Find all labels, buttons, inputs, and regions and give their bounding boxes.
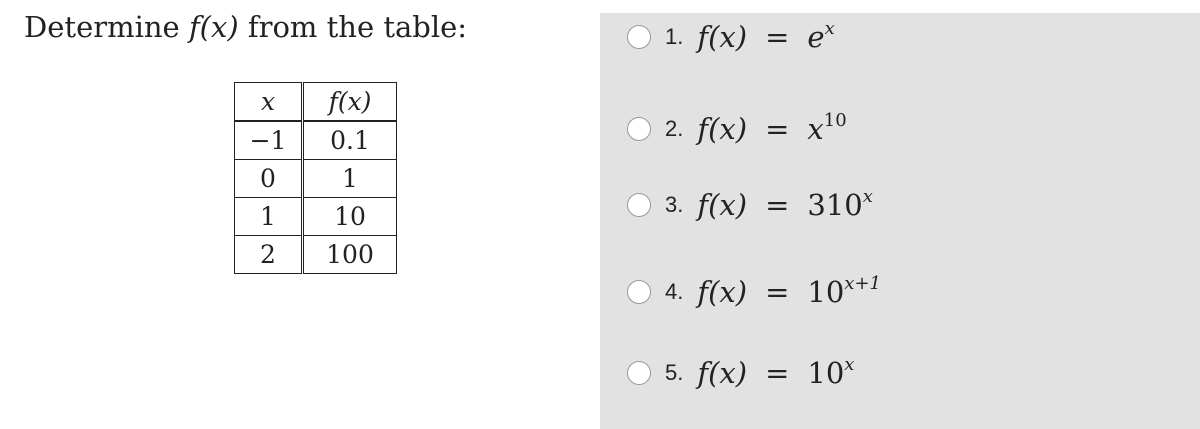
- table-cell-fx: 100: [303, 236, 397, 274]
- answer-option-1[interactable]: [627, 17, 835, 57]
- option-equals: =: [765, 356, 790, 390]
- option-rhs: [807, 356, 854, 390]
- answer-option-4[interactable]: [627, 272, 881, 312]
- table-cell-fx: 0.1: [303, 121, 397, 160]
- option-equals: =: [765, 112, 790, 146]
- radio-button-2[interactable]: [627, 117, 651, 141]
- radio-button-1[interactable]: [627, 25, 651, 49]
- table-cell-x: −1: [235, 121, 303, 160]
- radio-button-3[interactable]: [627, 193, 651, 217]
- option-exponent: 10: [823, 110, 847, 131]
- option-lhs: f(x): [697, 188, 748, 222]
- answer-option-3[interactable]: [627, 185, 873, 225]
- table-header-row: [235, 83, 397, 122]
- option-number: 2.: [665, 116, 684, 141]
- question-text: [24, 10, 467, 44]
- table-header-fx: f(x): [303, 83, 397, 122]
- question-lead: Determine: [24, 10, 180, 44]
- table-cell-x: 0: [235, 160, 303, 198]
- option-exponent: x: [862, 186, 873, 207]
- table-row: [235, 236, 397, 274]
- option-base: x: [807, 112, 824, 146]
- table-row: [235, 121, 397, 160]
- option-exponent: x: [824, 18, 835, 39]
- table-cell-fx: 1: [303, 160, 397, 198]
- option-base: 10: [807, 356, 845, 390]
- question-rest: from the table:: [247, 10, 468, 44]
- option-rhs: [807, 188, 873, 222]
- option-rhs: [807, 20, 834, 54]
- option-exponent: x+1: [844, 273, 881, 294]
- option-base: e: [807, 20, 825, 54]
- table-cell-fx: 10: [303, 198, 397, 236]
- option-number: 5.: [665, 360, 684, 385]
- answer-option-2[interactable]: [627, 109, 847, 149]
- table-row: [235, 198, 397, 236]
- answer-options-panel: [600, 13, 1200, 429]
- radio-button-5[interactable]: [627, 361, 651, 385]
- option-equals: =: [765, 188, 790, 222]
- radio-button-4[interactable]: [627, 280, 651, 304]
- table-cell-x: 2: [235, 236, 303, 274]
- answer-option-5[interactable]: [627, 353, 854, 393]
- option-rhs: [807, 112, 846, 146]
- option-number: 1.: [665, 24, 684, 49]
- option-number: 4.: [665, 279, 684, 304]
- value-table: [234, 82, 397, 274]
- option-number: 3.: [665, 192, 684, 217]
- table-header-x: x: [235, 83, 303, 122]
- option-lhs: f(x): [697, 20, 748, 54]
- option-equals: =: [765, 275, 790, 309]
- table-row: [235, 160, 397, 198]
- option-exponent: x: [844, 354, 855, 375]
- table-cell-x: 1: [235, 198, 303, 236]
- option-rhs: [807, 275, 881, 309]
- option-base: 10: [807, 275, 845, 309]
- option-lhs: f(x): [697, 275, 748, 309]
- option-lhs: f(x): [697, 356, 748, 390]
- question-function: f(x): [188, 10, 239, 44]
- option-equals: =: [765, 20, 790, 54]
- option-base: 310: [807, 188, 863, 222]
- option-lhs: f(x): [697, 112, 748, 146]
